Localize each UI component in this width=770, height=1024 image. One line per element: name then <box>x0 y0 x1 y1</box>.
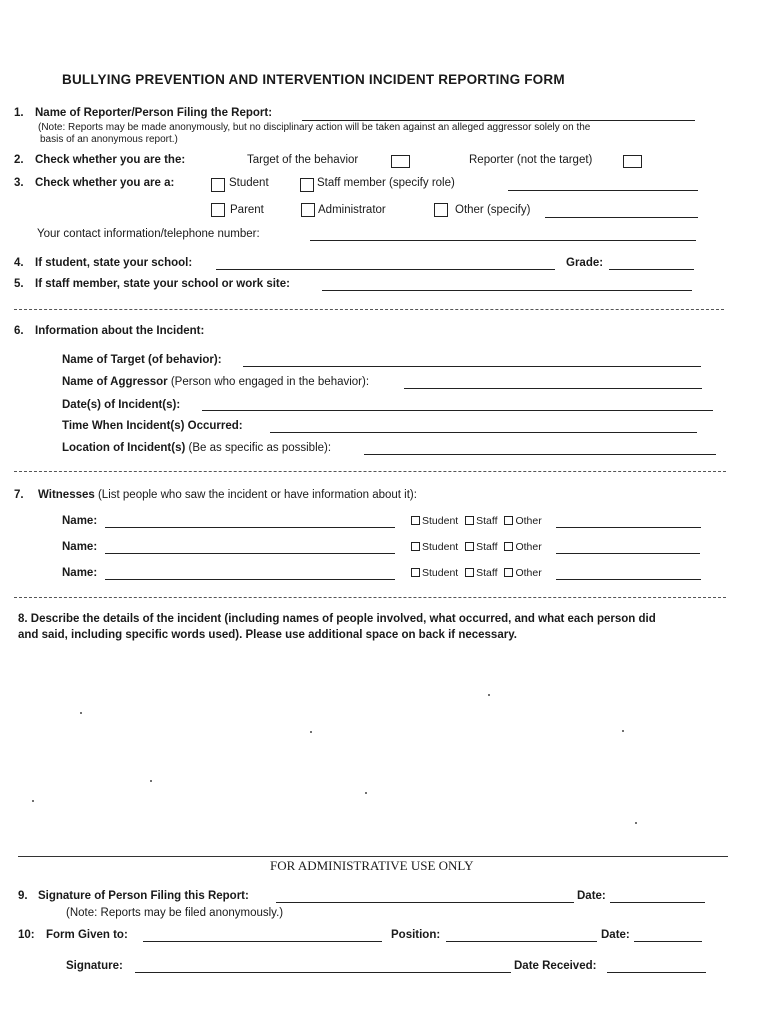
position-label: Position: <box>391 929 441 941</box>
q2-number: 2. <box>14 154 24 166</box>
witness-3-staff-checkbox[interactable] <box>465 568 474 577</box>
witness-3-other-field[interactable] <box>556 579 701 580</box>
witness-3-name-field[interactable] <box>105 579 395 580</box>
q10-number: 10: <box>18 929 35 941</box>
student-school-field[interactable] <box>216 269 555 270</box>
scan-speck <box>622 730 624 732</box>
q6-label: Information about the Incident: <box>35 325 205 337</box>
q1-note-line1: (Note: Reports may be made anonymously, but no disciplinary action will be taken against an alleged aggressor solely on the <box>38 122 591 133</box>
admin-divider <box>18 856 728 857</box>
date-received-label: Date Received: <box>514 960 597 972</box>
witness-1-staff-checkbox[interactable] <box>465 516 474 525</box>
q10-date-label: Date: <box>601 929 630 941</box>
witness-2-name-field[interactable] <box>105 553 395 554</box>
other-role-field[interactable] <box>545 217 698 218</box>
q5-number: 5. <box>14 278 24 290</box>
witness-1-other-field[interactable] <box>556 527 701 528</box>
grade-label: Grade: <box>566 257 604 269</box>
q1-number: 1. <box>14 107 24 119</box>
scan-speck <box>80 712 82 714</box>
administrator-checkbox[interactable] <box>301 203 315 217</box>
form-given-date-field[interactable] <box>634 941 702 942</box>
aggressor-name-label: Name of Aggressor (Person who engaged in the behavior): <box>62 376 370 388</box>
witness-2-other-checkbox[interactable] <box>504 542 513 551</box>
incident-time-field[interactable] <box>270 432 697 433</box>
q8-prompt-line2: and said, including specific words used). Please use additional space on back if necessary. <box>18 629 517 641</box>
incident-details-area[interactable] <box>14 650 729 840</box>
administrator-option-label: Administrator <box>318 204 386 216</box>
q10-label: Form Given to: <box>46 929 128 941</box>
staff-member-checkbox[interactable] <box>300 178 314 192</box>
aggressor-name-field[interactable] <box>404 388 702 389</box>
q6-number: 6. <box>14 325 24 337</box>
section-divider <box>14 309 724 310</box>
reporter-name-field[interactable] <box>302 120 695 121</box>
witness-3-types: Student Staff Other <box>411 567 542 579</box>
other-role-option-label: Other (specify) <box>455 204 531 216</box>
scan-speck <box>310 731 312 733</box>
position-field[interactable] <box>446 941 597 942</box>
witness-1-student-checkbox[interactable] <box>411 516 420 525</box>
scan-speck <box>32 800 34 802</box>
staff-member-option-label: Staff member (specify role) <box>317 177 455 189</box>
witness-3-name-label: Name: <box>62 567 98 579</box>
form-title: BULLYING PREVENTION AND INTERVENTION INCIDENT REPORTING FORM <box>62 72 565 87</box>
q9-number: 9. <box>18 890 28 902</box>
q1-label: Name of Reporter/Person Filing the Report: <box>35 107 273 119</box>
q3-number: 3. <box>14 177 24 189</box>
parent-option-label: Parent <box>230 204 264 216</box>
q7-label: Witnesses (List people who saw the incident or have information about it): <box>38 489 417 501</box>
q7-number: 7. <box>14 489 24 501</box>
q1-note-line2: basis of an anonymous report.) <box>40 134 178 145</box>
q9-note: (Note: Reports may be filed anonymously.) <box>66 907 284 919</box>
date-received-field[interactable] <box>607 972 706 973</box>
witness-2-name-label: Name: <box>62 541 98 553</box>
witness-2-types: Student Staff Other <box>411 541 542 553</box>
grade-field[interactable] <box>609 269 694 270</box>
other-role-checkbox[interactable] <box>434 203 448 217</box>
filer-date-field[interactable] <box>610 902 705 903</box>
target-checkbox[interactable] <box>391 155 410 168</box>
reporter-checkbox[interactable] <box>623 155 642 168</box>
parent-checkbox[interactable] <box>211 203 225 217</box>
q3-label: Check whether you are a: <box>35 177 175 189</box>
incident-location-field[interactable] <box>364 454 716 455</box>
recipient-signature-field[interactable] <box>135 972 511 973</box>
admin-header: FOR ADMINISTRATIVE USE ONLY <box>270 858 474 873</box>
form-given-to-field[interactable] <box>143 941 382 942</box>
witness-1-types: Student Staff Other <box>411 515 542 527</box>
target-option-label: Target of the behavior <box>247 154 359 166</box>
q4-label: If student, state your school: <box>35 257 193 269</box>
witness-3-student-checkbox[interactable] <box>411 568 420 577</box>
section-divider <box>14 597 726 598</box>
target-name-field[interactable] <box>243 366 701 367</box>
q4-number: 4. <box>14 257 24 269</box>
student-checkbox[interactable] <box>211 178 225 192</box>
witness-2-staff-checkbox[interactable] <box>465 542 474 551</box>
scan-speck <box>635 822 637 824</box>
staff-role-field[interactable] <box>508 190 698 191</box>
contact-field[interactable] <box>310 240 696 241</box>
scan-speck <box>150 780 152 782</box>
scan-speck <box>488 694 490 696</box>
witness-1-name-label: Name: <box>62 515 98 527</box>
witness-2-student-checkbox[interactable] <box>411 542 420 551</box>
q2-label: Check whether you are the: <box>35 154 186 166</box>
signature-label: Signature: <box>66 960 123 972</box>
staff-worksite-field[interactable] <box>322 290 692 291</box>
witness-2-other-field[interactable] <box>556 553 700 554</box>
q5-label: If staff member, state your school or work site: <box>35 278 290 290</box>
incident-location-label: Location of Incident(s) (Be as specific as possible): <box>62 442 332 454</box>
incident-time-label: Time When Incident(s) Occurred: <box>62 420 243 432</box>
q9-date-label: Date: <box>577 890 606 902</box>
q9-label: Signature of Person Filing this Report: <box>38 890 249 902</box>
q8-prompt-line1: 8. Describe the details of the incident (including names of people involved, what occurred, and what each person did <box>18 613 656 625</box>
filer-signature-field[interactable] <box>276 902 574 903</box>
scan-speck <box>365 792 367 794</box>
witness-1-name-field[interactable] <box>105 527 395 528</box>
section-divider <box>14 471 726 472</box>
student-option-label: Student <box>229 177 269 189</box>
witness-1-other-checkbox[interactable] <box>504 516 513 525</box>
contact-label: Your contact information/telephone number: <box>37 228 260 240</box>
incident-dates-label: Date(s) of Incident(s): <box>62 399 181 411</box>
witness-3-other-checkbox[interactable] <box>504 568 513 577</box>
target-name-label: Name of Target (of behavior): <box>62 354 222 366</box>
reporter-option-label: Reporter (not the target) <box>469 154 593 166</box>
incident-dates-field[interactable] <box>202 410 713 411</box>
